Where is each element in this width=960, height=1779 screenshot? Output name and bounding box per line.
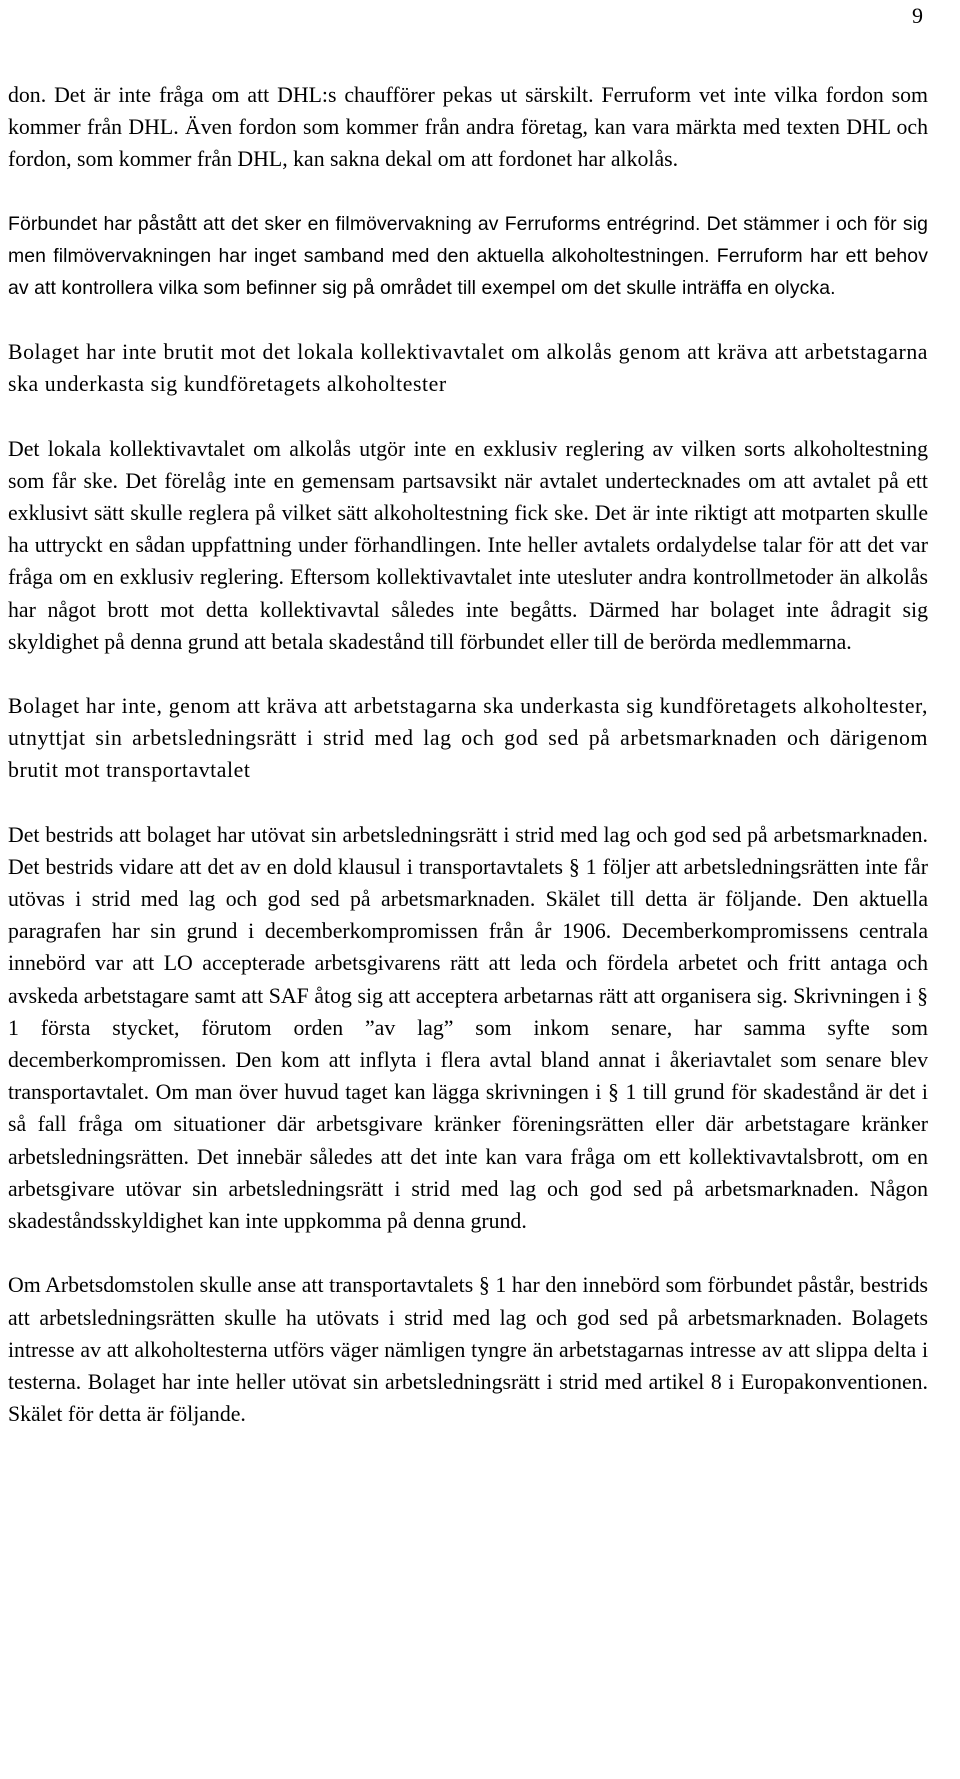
paragraph-dhl-vehicles: don. Det är inte fråga om att DHL:s chaufförer pekas ut särskilt. Ferruform vet inte vilka fordon som kommer från DHL. Även fordon som kommer från andra företag, kan vara märkta med texten DHL och fordon, som kommer från DHL, kan sakna dekal om att fordonet har alkolås. <box>8 83 928 172</box>
paragraph-local-agreement: Det lokala kollektivavtalet om alkolås utgör inte en exklusiv reglering av vilken sorts alkoholtestning som får ske. Det förelåg inte en gemensam partsavsikt när avtalet undertecknades om att avtalet på ett exklusivt sätt skulle reglera på vilket sätt alkoholtestning fick ske. Det är inte riktigt att motparten skulle ha uttryckt en sådan uppfattning under förhandlingen. Inte heller avtalets ordalydelse talar för att det var fråga om en exklusiv reglering. Eftersom kollektivavtalet inte utesluter andra kontrollmetoder än alkolås har något brott mot detta kollektivavtal således inte begåtts. Därmed har bolaget inte ådragit sig skyldighet på denna grund att betala skadestånd till förbundet eller till de berörda medlemmarna. <box>8 436 928 654</box>
section-heading-management-right: Bolaget har inte, genom att kräva att arbetstagarna ska underkasta sig kundföretagets alkoholtester, utnyttjat sin arbetsledningsrätt i strid med lag och god sed på arbetsmarknaden och därigenom brutit mot transportavtalet <box>8 694 928 783</box>
paragraph-gap <box>8 401 928 433</box>
paragraph-gap <box>8 1237 928 1269</box>
paragraph-gap <box>8 787 928 819</box>
paragraph-gap <box>8 658 928 690</box>
section-heading-local-agreement: Bolaget har inte brutit mot det lokala kollektivavtalet om alkolås genom att kräva att arbetstagarna ska underkasta sig kundföretagets alkoholtester <box>8 340 928 397</box>
paragraph-labour-court: Om Arbetsdomstolen skulle anse att transportavtalets § 1 har den innebörd som förbundet påstår, bestrids att arbetsledningsrätten skulle ha utövats i strid med lag och god sed på arbetsmarknaden. Bolagets intresse av att alkoholtesterna utförs väger nämligen tyngre än arbetstagarnas intresse av att slippa delta i testerna. Bolaget har inte heller utövat sin arbetsledningsrätt i strid med artikel 8 i Europakonventionen. Skälet för detta är följande. <box>8 1273 928 1427</box>
paragraph-gap <box>8 304 928 336</box>
page-number: 9 <box>912 3 923 28</box>
paragraph-gap <box>8 176 928 208</box>
paragraph-film-surveillance: Förbundet har påstått att det sker en filmövervakning av Ferruforms entrégrind. Det stämmer i och för sig men filmövervakningen har inget samband med den aktuella alkoholtestningen. Ferruform har ett behov av att kontrollera vilka som befinner sig på området till exempel om det skulle inträffa en olycka. <box>8 212 928 300</box>
document-body <box>8 79 928 1430</box>
paragraph-management-right: Det bestrids att bolaget har utövat sin arbetsledningsrätt i strid med lag och god sed på arbetsmarknaden. Det bestrids vidare att det av en dold klausul i transportavtalets § 1 följer att arbetsledningsrätten inte får utövas i strid med lag och god sed på arbetsmarknaden. Skälet till detta är följande. Den aktuella paragrafen har sin grund i decemberkompromissen från år 1906. Decemberkompromissens centrala innebörd var att LO accepterade arbetsgivarens rätt att leda och fördela arbetet och fritt antaga och avskeda arbetstagare samt att SAF åtog sig att acceptera arbetarnas rätt att organisera sig. Skrivningen i § 1 första stycket, förutom orden ”av lag” som inkom senare, har samma syfte som decemberkompromissen. Den kom att inflyta i flera avtal bland annat i åkeriavtalet som senare blev transportavtalet. Om man över huvud taget kan lägga skrivningen i § 1 till grund för skadestånd är det i så fall fråga om situationer där arbetsgivare kränker föreningsrätten eller där arbetstagare kränker arbetsledningsrätten. Det innebär således att det inte kan vara fråga om ett kollektivavtalsbrott, om en arbetsgivare utövar sin arbetsledningsrätt i strid med lag och god sed på arbetsmarknaden. Någon skadeståndsskyldighet kan inte uppkomma på denna grund. <box>8 822 928 1234</box>
